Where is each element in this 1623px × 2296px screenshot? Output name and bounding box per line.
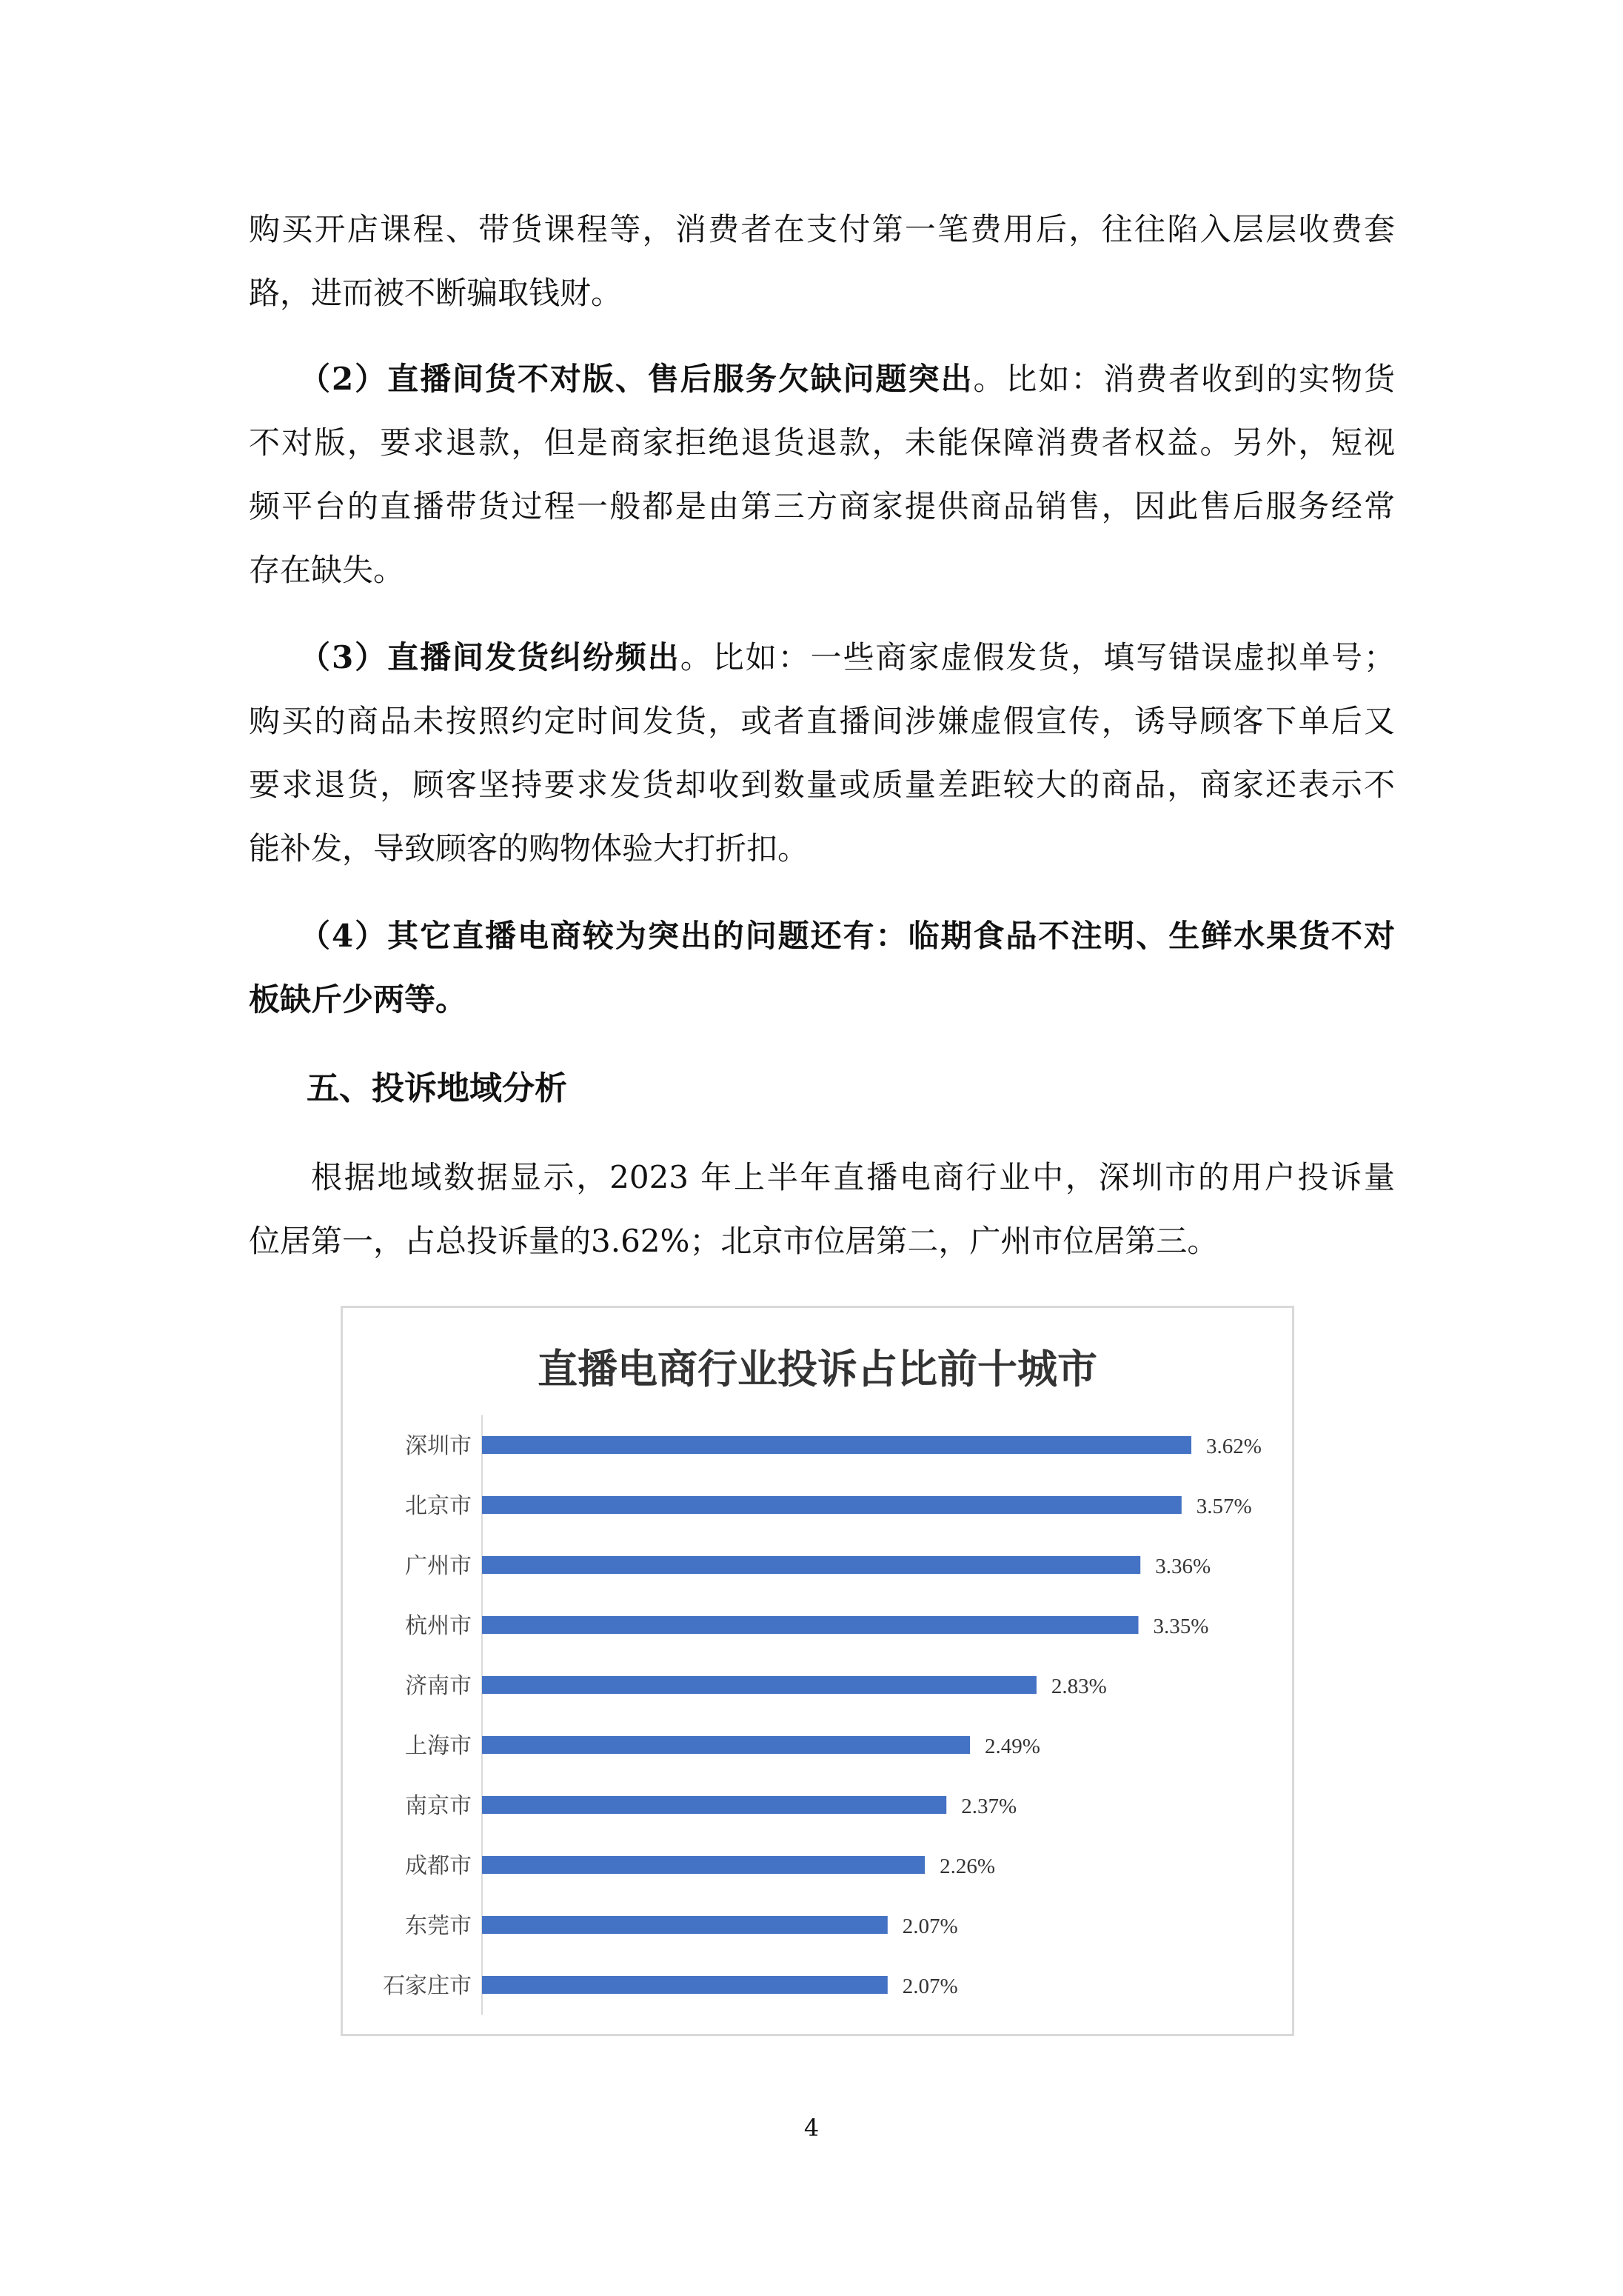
bar-chart xyxy=(343,1308,1292,2034)
category-label: 南京市 xyxy=(405,1793,472,1819)
data-label: 2.37% xyxy=(961,1795,1017,1818)
category-label: 东莞市 xyxy=(405,1913,472,1939)
paragraph-3-line-1 xyxy=(299,635,1395,680)
data-label: 3.57% xyxy=(1196,1495,1252,1518)
paragraph-5-line-1: 根据地域数据显示，2023 年上半年直播电商行业中，深圳市的用户投诉量 xyxy=(311,1159,1395,1195)
bar xyxy=(482,1976,888,1994)
paragraph-3-line-2: 购买的商品未按照约定时间发货，或者直播间涉嫌虚假宣传，诱导顾客下单后又 xyxy=(249,703,1395,739)
paragraph-2-line-2: 不对版，要求退款，但是商家拒绝退货退款，未能保障消费者权益。另外，短视 xyxy=(249,424,1395,461)
page-number: 4 xyxy=(803,2114,820,2142)
category-label: 杭州市 xyxy=(405,1613,472,1639)
data-label: 3.62% xyxy=(1206,1435,1262,1458)
data-label: 2.07% xyxy=(902,1915,958,1938)
bar xyxy=(482,1436,1191,1454)
paragraph-2-line-3: 频平台的直播带货过程一般都是由第三方商家提供商品销售，因此售后服务经常 xyxy=(249,488,1395,524)
chart-frame xyxy=(341,1306,1294,2036)
bar xyxy=(482,1496,1182,1514)
data-label: 2.07% xyxy=(902,1975,958,1998)
paragraph-3-line-3: 要求退货，顾客坚持要求发货却收到数量或质量差距较大的商品，商家还表示不 xyxy=(249,767,1395,803)
paragraph-1-line-2: 路，进而被不断骗取钱财。 xyxy=(249,275,623,311)
bar xyxy=(482,1796,946,1814)
data-label: 3.36% xyxy=(1155,1555,1211,1578)
data-label: 3.35% xyxy=(1153,1615,1209,1638)
category-label: 济南市 xyxy=(405,1673,472,1699)
category-label: 广州市 xyxy=(405,1553,472,1579)
category-label: 石家庄市 xyxy=(383,1973,472,1999)
paragraph-2-line-4: 存在缺失。 xyxy=(249,552,405,588)
category-label: 成都市 xyxy=(405,1853,472,1879)
paragraph-3-line-4: 能补发，导致顾客的购物体验大打折扣。 xyxy=(249,830,809,867)
bar xyxy=(482,1856,925,1874)
chart-title: 直播电商行业投诉占比前十城市 xyxy=(538,1345,1097,1392)
paragraph-1-line-1: 购买开店课程、带货课程等，消费者在支付第一笔费用后，往往陷入层层收费套 xyxy=(249,211,1395,247)
paragraph-2-rest: 。比如：消费者收到的实物货 xyxy=(973,361,1395,397)
category-label: 北京市 xyxy=(405,1493,472,1519)
bar xyxy=(482,1736,970,1754)
paragraph-2-line-1 xyxy=(299,357,1395,401)
category-label: 深圳市 xyxy=(405,1433,472,1459)
category-label: 上海市 xyxy=(405,1733,472,1759)
section-heading: 五、投诉地域分析 xyxy=(307,1069,567,1107)
bar xyxy=(482,1616,1139,1634)
paragraph-4-line-2: 板缺斤少两等。 xyxy=(249,981,467,1018)
data-label: 2.26% xyxy=(940,1855,996,1878)
bar xyxy=(482,1676,1037,1694)
paragraph-2-bold-lead: （2）直播间货不对版、售后服务欠缺问题突出 xyxy=(299,361,974,397)
paragraph-5-line-2: 位居第一，占总投诉量的3.62%；北京市位居第二，广州市位居第三。 xyxy=(249,1223,1219,1259)
paragraph-3-rest: 。比如：一些商家虚假发货，填写错误虚拟单号； xyxy=(680,639,1395,675)
data-label: 2.83% xyxy=(1051,1675,1107,1698)
data-label: 2.49% xyxy=(984,1735,1040,1758)
paragraph-3-bold-lead: （3）直播间发货纠纷频出 xyxy=(299,639,680,675)
bar xyxy=(482,1916,888,1934)
bar xyxy=(482,1556,1140,1574)
paragraph-4-line-1: （4）其它直播电商较为突出的问题还有：临期食品不注明、生鲜水果货不对 xyxy=(299,918,1395,954)
